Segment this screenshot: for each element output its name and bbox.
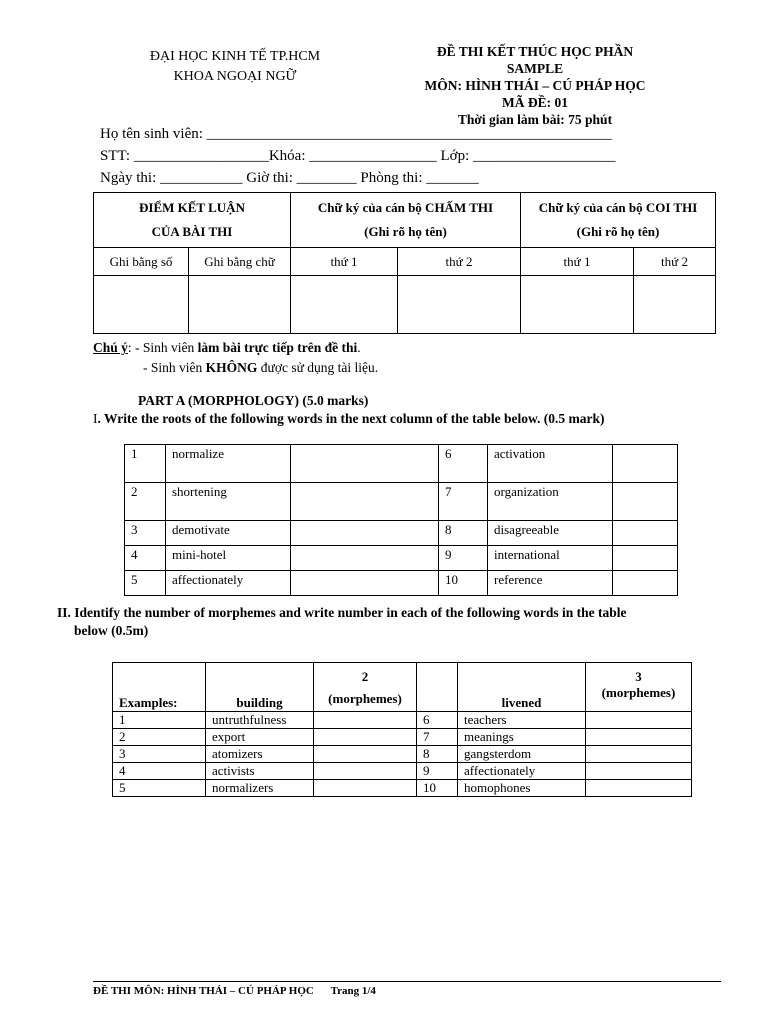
row-number: 3 — [125, 521, 166, 546]
word: untruthfulness — [206, 712, 314, 729]
score-words-cell[interactable] — [189, 276, 291, 334]
row-number: 5 — [125, 571, 166, 596]
score-in-words-label: Ghi bằng chữ — [189, 248, 291, 276]
row-number: 5 — [113, 780, 206, 797]
roots-table — [124, 444, 678, 596]
row-number: 1 — [113, 712, 206, 729]
table-row — [125, 445, 678, 483]
grader-1-label: thứ 1 — [291, 248, 398, 276]
footer — [93, 985, 376, 997]
table-row — [113, 712, 692, 729]
faculty-name: KHOA NGOẠI NGỮ — [173, 69, 297, 84]
note-line-1: Chú ý: - Sinh viên làm bài trực tiếp trên đề thi. — [93, 340, 361, 355]
grader-signature-header: Chữ ký của cán bộ CHẤM THI (Ghi rõ họ tên) — [291, 193, 521, 248]
table-row — [125, 483, 678, 521]
word: homophones — [458, 780, 586, 797]
word: affectionately — [458, 763, 586, 780]
answer-cell[interactable] — [291, 521, 439, 546]
morphemes-table — [112, 662, 692, 797]
exam-code: MÃ ĐỀ: 01 — [502, 95, 568, 110]
table-row — [113, 763, 692, 780]
word: organization — [488, 483, 613, 521]
example-building-count: 2 (morphemes) — [314, 663, 417, 712]
word: international — [488, 546, 613, 571]
score-number-cell[interactable] — [94, 276, 189, 334]
answer-cell[interactable] — [314, 712, 417, 729]
answer-cell[interactable] — [586, 780, 692, 797]
table-row — [113, 746, 692, 763]
word: normalize — [166, 445, 291, 483]
answer-cell[interactable] — [613, 445, 678, 483]
example-livened-count: 3 (morphemes) — [586, 663, 692, 712]
student-id-line: STT: __________________Khóa: _________________ Lớp: ___________________ — [100, 148, 616, 164]
row-number: 7 — [417, 729, 458, 746]
answer-cell[interactable] — [291, 571, 439, 596]
word: teachers — [458, 712, 586, 729]
answer-cell[interactable] — [314, 763, 417, 780]
score-header: ĐIỂM KẾT LUẬN CỦA BÀI THI — [94, 193, 291, 248]
note-line-2: - Sinh viên KHÔNG được sử dụng tài liệu. — [143, 360, 379, 375]
answer-cell[interactable] — [586, 763, 692, 780]
row-number: 9 — [417, 763, 458, 780]
answer-cell[interactable] — [291, 483, 439, 521]
table-row — [125, 521, 678, 546]
row-number: 7 — [439, 483, 488, 521]
answer-cell[interactable] — [586, 746, 692, 763]
word: atomizers — [206, 746, 314, 763]
row-number: 6 — [417, 712, 458, 729]
row-number: 9 — [439, 546, 488, 571]
example-building: building — [206, 663, 314, 712]
proctor-2-cell[interactable] — [634, 276, 716, 334]
answer-cell[interactable] — [613, 571, 678, 596]
row-number: 4 — [113, 763, 206, 780]
answer-cell[interactable] — [586, 712, 692, 729]
header-right — [380, 43, 690, 128]
row-number: 3 — [113, 746, 206, 763]
exam-title: ĐỀ THI KẾT THÚC HỌC PHẦN — [436, 44, 634, 59]
word: affectionately — [166, 571, 291, 596]
word: disagreeable — [488, 521, 613, 546]
row-number: 10 — [439, 571, 488, 596]
row-number: 2 — [125, 483, 166, 521]
question-2-prompt-2: below (0.5m) — [74, 623, 149, 638]
example-livened: livened — [458, 663, 586, 712]
word: activation — [488, 445, 613, 483]
proctor-1-label: thứ 1 — [521, 248, 634, 276]
word: meanings — [458, 729, 586, 746]
row-number: 4 — [125, 546, 166, 571]
header-left — [110, 47, 360, 87]
word: normalizers — [206, 780, 314, 797]
grader-2-cell[interactable] — [398, 276, 521, 334]
exam-date-line: Ngày thi: ___________ Giờ thi: ________ Phòng thi: _______ — [100, 170, 479, 186]
row-number: 2 — [113, 729, 206, 746]
answer-cell[interactable] — [613, 521, 678, 546]
note-label: Chú ý — [93, 340, 128, 355]
answer-cell[interactable] — [291, 445, 439, 483]
exam-time: Thời gian làm bài: 75 phút — [457, 112, 613, 127]
row-number: 10 — [417, 780, 458, 797]
score-in-number-label: Ghi bằng số — [94, 248, 189, 276]
word: demotivate — [166, 521, 291, 546]
answer-cell[interactable] — [613, 546, 678, 571]
examples-label: Examples: — [113, 663, 206, 712]
word: gangsterdom — [458, 746, 586, 763]
row-number: 8 — [417, 746, 458, 763]
row-number: 6 — [439, 445, 488, 483]
table-row — [113, 780, 692, 797]
word: export — [206, 729, 314, 746]
answer-cell[interactable] — [613, 483, 678, 521]
part-a-title: PART A (MORPHOLOGY) (5.0 marks) — [138, 393, 369, 408]
answer-cell[interactable] — [314, 780, 417, 797]
word: activists — [206, 763, 314, 780]
university-name: ĐẠI HỌC KINH TẾ TP.HCM — [149, 49, 321, 64]
answer-cell[interactable] — [314, 746, 417, 763]
answer-cell[interactable] — [586, 729, 692, 746]
table-row — [113, 729, 692, 746]
word: reference — [488, 571, 613, 596]
footer-page: Trang 1/4 — [330, 985, 376, 997]
grader-1-cell[interactable] — [291, 276, 398, 334]
proctor-signature-header: Chữ ký của cán bộ COI THI (Ghi rõ họ tên) — [521, 193, 716, 248]
footer-text: ĐỀ THI MÔN: HÌNH THÁI – CÚ PHÁP HỌC — [93, 985, 314, 997]
row-number: 1 — [125, 445, 166, 483]
proctor-2-label: thứ 2 — [634, 248, 716, 276]
row-number: 8 — [439, 521, 488, 546]
word: mini-hotel — [166, 546, 291, 571]
footer-rule — [93, 981, 721, 982]
question-2-prompt-1: II. Identify the number of morphemes and write number in each of the following words in the table — [57, 605, 627, 620]
student-name-line: Họ tên sinh viên: ______________________________________________________ — [100, 126, 612, 142]
answer-cell[interactable] — [291, 546, 439, 571]
answer-cell[interactable] — [314, 729, 417, 746]
word: shortening — [166, 483, 291, 521]
subject-line: MÔN: HÌNH THÁI – CÚ PHÁP HỌC — [424, 78, 646, 93]
grader-2-label: thứ 2 — [398, 248, 521, 276]
question-1-prompt: I. Write the roots of the following words in the next column of the table below. (0.5 mark) — [93, 411, 605, 426]
sample-label: SAMPLE — [506, 61, 564, 76]
table-row — [125, 546, 678, 571]
table-row — [125, 571, 678, 596]
score-signature-table — [93, 192, 716, 334]
proctor-1-cell[interactable] — [521, 276, 634, 334]
